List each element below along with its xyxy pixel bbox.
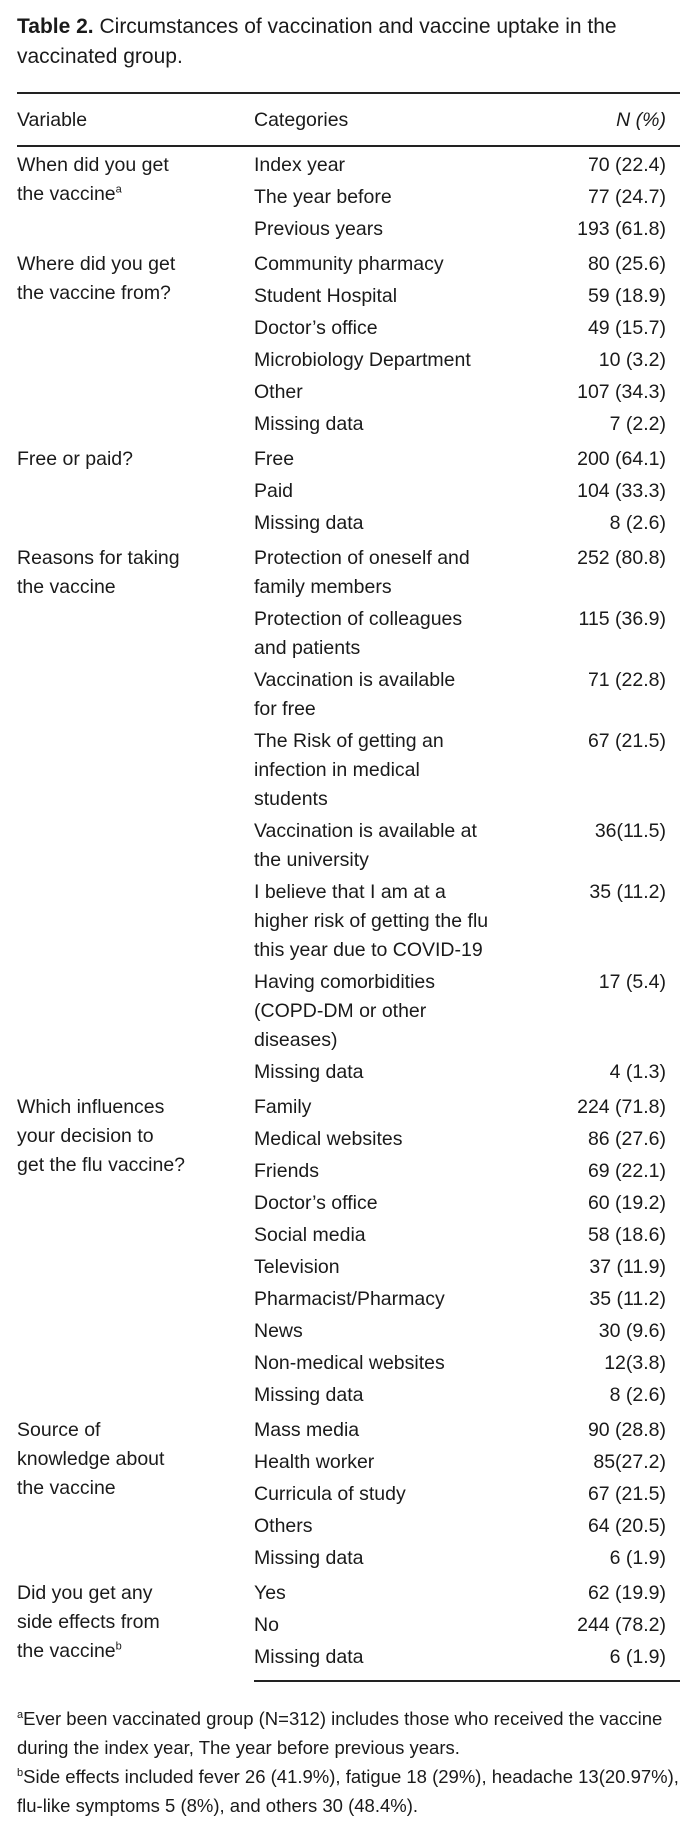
category-cell: Missing data	[254, 413, 364, 435]
category-cell: Medical websites	[254, 1128, 403, 1150]
n-percent-cell: 67 (21.5)	[587, 730, 666, 752]
category-cell: Paid	[254, 480, 294, 502]
header-row	[17, 93, 680, 146]
header-variable: Variable	[17, 93, 254, 146]
variable-label: Where did you get the vaccine from?	[17, 253, 176, 304]
variable-group	[17, 1412, 680, 1575]
variable-cell	[17, 1575, 254, 1681]
category-cell: Health worker	[254, 1451, 375, 1473]
category-cell: Missing data	[254, 1061, 364, 1083]
n-percent-cell: 193 (61.8)	[577, 218, 666, 240]
category-cell: Microbiology Department	[254, 349, 471, 371]
table-caption	[17, 12, 680, 72]
variable-label: Source of knowledge about the vaccine	[17, 1419, 165, 1499]
category-cell: Protection of colleagues and patients	[254, 608, 463, 659]
footnote-marker: a	[115, 183, 122, 196]
footnote	[17, 1704, 680, 1762]
n-percent-cell: 69 (22.1)	[587, 1160, 666, 1182]
category-cell: Protection of oneself and family members	[254, 547, 470, 598]
n-percent-cell: 17 (5.4)	[598, 971, 666, 993]
variable-group	[17, 540, 680, 1089]
n-percent-cell: 62 (19.9)	[587, 1582, 666, 1604]
n-percent-cell: 35 (11.2)	[589, 881, 666, 903]
category-cell: Mass media	[254, 1419, 360, 1441]
variable-cell	[17, 1089, 254, 1412]
category-cell: Curricula of study	[254, 1483, 406, 1505]
n-percent-cell: 86 (27.6)	[587, 1128, 666, 1150]
category-cell: Missing data	[254, 1642, 554, 1681]
variable-cell	[17, 146, 254, 246]
variable-cell	[17, 246, 254, 441]
variable-group	[17, 146, 680, 246]
category-cell: Having comorbidities (COPD-DM or other diseases)	[254, 971, 435, 1051]
category-cell: Vaccination is available at the university	[254, 820, 477, 871]
n-percent-cell: 107 (34.3)	[577, 381, 666, 403]
n-percent-cell: 70 (22.4)	[587, 154, 666, 176]
n-percent-cell: 67 (21.5)	[587, 1483, 666, 1505]
category-cell: Social media	[254, 1224, 366, 1246]
header-categories: Categories	[254, 93, 554, 146]
category-cell: Non-medical websites	[254, 1352, 445, 1374]
variable-group	[17, 1575, 680, 1681]
table-row	[17, 1412, 680, 1447]
n-percent-cell: 252 (80.8)	[577, 547, 666, 569]
category-cell: The year before	[254, 186, 392, 208]
variable-group	[17, 246, 680, 441]
data-table	[17, 92, 680, 1682]
category-cell: Community pharmacy	[254, 253, 444, 275]
n-percent-cell: 4 (1.3)	[609, 1061, 666, 1083]
n-percent-cell: 60 (19.2)	[587, 1192, 666, 1214]
footnote-text: Ever been vaccinated group (N=312) includes those who received the vaccine during the index year, The year before previous years.	[17, 1708, 663, 1758]
n-percent-cell: 244 (78.2)	[577, 1614, 666, 1636]
variable-label: When did you get the vaccine	[17, 154, 169, 205]
variable-cell	[17, 441, 254, 540]
n-percent-cell: 35 (11.2)	[589, 1288, 666, 1310]
n-percent-cell: 77 (24.7)	[587, 186, 666, 208]
n-percent-cell: 59 (18.9)	[587, 285, 666, 307]
variable-group	[17, 1089, 680, 1412]
variable-label: Did you get any side effects from the vaccine	[17, 1582, 160, 1662]
n-percent-cell: 80 (25.6)	[587, 253, 666, 275]
category-cell: Missing data	[254, 512, 364, 534]
n-percent-cell: 49 (15.7)	[587, 317, 666, 339]
n-percent-cell: 8 (2.6)	[609, 1384, 666, 1406]
variable-cell	[17, 540, 254, 1089]
n-percent-cell: 224 (71.8)	[577, 1096, 666, 1118]
n-percent-cell: 71 (22.8)	[587, 669, 666, 691]
n-percent-cell: 58 (18.6)	[587, 1224, 666, 1246]
category-cell: Yes	[254, 1582, 286, 1604]
n-percent-cell: 90 (28.8)	[587, 1419, 666, 1441]
n-percent-cell: 7 (2.2)	[609, 413, 666, 435]
table-row	[17, 246, 680, 281]
footnote-marker: a	[17, 1708, 24, 1721]
category-cell: Missing data	[254, 1547, 364, 1569]
footnotes	[17, 1704, 680, 1820]
variable-label: Free or paid?	[17, 448, 133, 470]
category-cell: Vaccination is available for free	[254, 669, 456, 720]
category-cell: News	[254, 1320, 303, 1342]
table-row	[17, 1575, 680, 1610]
n-percent-cell: 36(11.5)	[594, 820, 666, 842]
footnote-text: Side effects included fever 26 (41.9%), fatigue 18 (29%), headache 13(20.97%), flu-like symptoms 5 (8%), and others 30 (48.4%).	[17, 1766, 679, 1816]
category-cell: Others	[254, 1515, 313, 1537]
variable-label: Which influences your decision to get the flu vaccine?	[17, 1096, 186, 1176]
n-percent-cell: 12(3.8)	[604, 1352, 666, 1374]
caption-text: Circumstances of vaccination and vaccine uptake in the vaccinated group.	[17, 15, 617, 68]
category-cell: Free	[254, 448, 295, 470]
category-cell: Television	[254, 1256, 340, 1278]
n-percent-cell: 200 (64.1)	[577, 448, 666, 470]
n-percent-cell: 37 (11.9)	[589, 1256, 666, 1278]
n-percent-cell: 8 (2.6)	[609, 512, 666, 534]
category-cell: Doctor’s office	[254, 317, 378, 339]
variable-group	[17, 441, 680, 540]
category-cell: No	[254, 1614, 279, 1636]
caption-label: Table 2.	[17, 15, 94, 38]
category-cell: Doctor’s office	[254, 1192, 378, 1214]
header-n: N (%)	[554, 93, 680, 146]
category-cell: The Risk of getting an infection in medical students	[254, 730, 444, 810]
footnote	[17, 1762, 680, 1820]
category-cell: Other	[254, 381, 303, 403]
category-cell: Pharmacist/Pharmacy	[254, 1288, 445, 1310]
table-row	[17, 441, 680, 476]
n-percent-cell: 115 (36.9)	[578, 608, 666, 630]
category-cell: Index year	[254, 154, 346, 176]
table-row	[17, 146, 680, 182]
n-percent-cell: 6 (1.9)	[554, 1642, 680, 1681]
table-row	[17, 540, 680, 604]
category-cell: Student Hospital	[254, 285, 398, 307]
footnote-marker: b	[115, 1640, 122, 1653]
category-cell: Family	[254, 1096, 312, 1118]
variable-cell	[17, 1412, 254, 1575]
category-cell: Friends	[254, 1160, 320, 1182]
category-cell: Previous years	[254, 218, 383, 240]
category-cell: Missing data	[254, 1384, 364, 1406]
table-row	[17, 1089, 680, 1124]
n-percent-cell: 10 (3.2)	[598, 349, 666, 371]
footnote-marker: b	[17, 1766, 24, 1779]
n-percent-cell: 104 (33.3)	[577, 480, 666, 502]
n-percent-cell: 85(27.2)	[593, 1451, 666, 1473]
n-percent-cell: 30 (9.6)	[598, 1320, 666, 1342]
n-percent-cell: 6 (1.9)	[609, 1547, 666, 1569]
n-percent-cell: 64 (20.5)	[587, 1515, 666, 1537]
category-cell: I believe that I am at a higher risk of getting the flu this year due to COVID-19	[254, 881, 489, 961]
variable-label: Reasons for taking the vaccine	[17, 547, 180, 598]
